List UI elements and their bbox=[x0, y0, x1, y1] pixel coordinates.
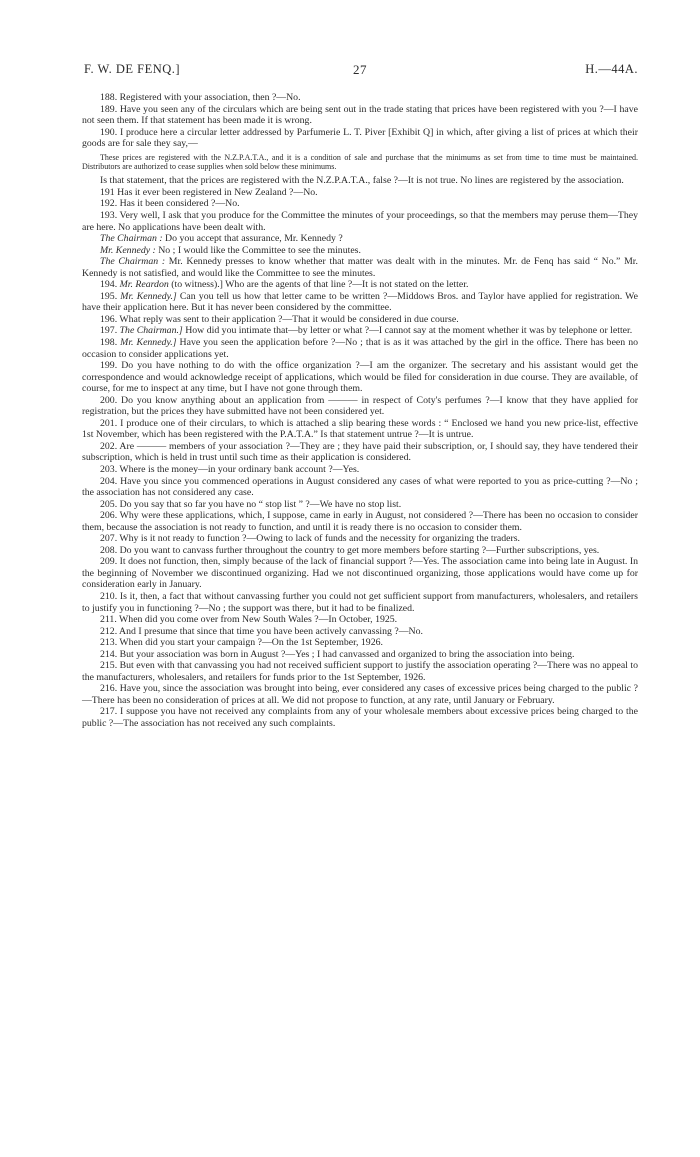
paragraph-text: Can you tell us how that letter came to be written ?—Middows Bros. and Taylor have applied for registration. We have their application here. But it has never been considered by the committee. bbox=[82, 290, 638, 314]
paragraph-text: 191 Has it ever been registered in New Zealand ?—No. bbox=[100, 186, 318, 198]
evidence-paragraph bbox=[82, 104, 638, 127]
paragraph-text: 193. Very well, I ask that you produce for the Committee the minutes of your proceedings, so that the members may peruse them—They are here. No applications have been dealt with. bbox=[82, 209, 638, 233]
paragraph-text: 192. Has it been considered ?—No. bbox=[100, 198, 240, 210]
question-number: 195. bbox=[100, 290, 121, 302]
paragraph-text: (to witness).] Who are the agents of that line ?—It is not stated on the letter. bbox=[168, 279, 469, 291]
page-header bbox=[82, 62, 638, 84]
paragraph-text: Mr. Kennedy presses to know whether that matter was dealt with in the minutes. Mr. de Fenq has said “ No.” Mr. Kennedy is not satisfied, and would like the Committee to see the minutes. bbox=[82, 256, 638, 279]
paragraph-text: 215. But even with that canvassing you had not received sufficient support to justify the association operating ?—There was no appeal to the manufacturers, wholesalers, and retailers for funds prior to the 1st September, 1926. bbox=[82, 660, 638, 683]
paragraph-text: 200. Do you know anything about an application from ——— in respect of Coty's perfumes ?—I know that they have applied for registration, but the prices they have submitted have not been considered yet. bbox=[82, 394, 638, 418]
evidence-paragraph bbox=[82, 291, 638, 314]
evidence-paragraph bbox=[82, 476, 638, 499]
paragraph-text: 196. What reply was sent to their application ?—That it would be considered in due course. bbox=[100, 313, 459, 325]
speaker-name: Mr. Reardon bbox=[119, 279, 169, 291]
evidence-paragraph bbox=[82, 499, 638, 511]
evidence-body bbox=[82, 92, 638, 730]
evidence-paragraph bbox=[82, 360, 638, 395]
quoted-exhibit-text bbox=[82, 153, 638, 172]
paragraph-text: 207. Why is it not ready to function ?—Owing to lack of funds and the necessity for organizing the traders. bbox=[100, 533, 520, 545]
speaker-name: Mr. Kennedy : bbox=[100, 244, 156, 256]
evidence-paragraph bbox=[82, 325, 638, 337]
paragraph-text: Have you seen the application before ?—No ; that is as it was attached by the girl in the office. There has been no occasion to consider applications yet. bbox=[82, 336, 638, 360]
evidence-paragraph bbox=[82, 591, 638, 614]
document-reference: H.—44A. bbox=[585, 62, 638, 76]
evidence-paragraph bbox=[82, 614, 638, 626]
evidence-paragraph bbox=[82, 545, 638, 557]
evidence-paragraph bbox=[82, 187, 638, 199]
page-number: 27 bbox=[353, 62, 367, 77]
evidence-paragraph bbox=[82, 626, 638, 638]
paragraph-text: No ; I would like the Committee to see the minutes. bbox=[155, 244, 361, 256]
paragraph-text: 211. When did you come over from New South Wales ?—In October, 1925. bbox=[100, 614, 398, 626]
evidence-paragraph bbox=[82, 198, 638, 210]
evidence-paragraph bbox=[82, 210, 638, 233]
question-number: 194. bbox=[100, 279, 120, 291]
evidence-paragraph bbox=[82, 441, 638, 464]
paragraph-text: 188. Registered with your association, then ?—No. bbox=[100, 92, 301, 103]
evidence-paragraph bbox=[82, 127, 638, 150]
witness-header: F. W. DE FENQ.] bbox=[84, 62, 181, 76]
paragraph-text: 199. Do you have nothing to do with the office organization ?—I am the organizer. The secretary and his assistant would get the correspondence and would acknowledge receipt of applications, which would be filed for consideration in due course. They are available, of course, for me to inspect at any time, but I have not gone through them. bbox=[82, 360, 638, 395]
evidence-paragraph bbox=[82, 510, 638, 533]
evidence-paragraph bbox=[82, 175, 638, 187]
evidence-paragraph bbox=[82, 464, 638, 476]
paragraph-text: 209. It does not function, then, simply because of the lack of financial support ?—Yes. The association came into being late in August. In the beginning of November we discontinued organizing. Had we not discontinued organizing, those applications would have come up for consideration early in January. bbox=[82, 556, 638, 591]
paragraph-text: 201. I produce one of their circulars, to which is attached a slip bearing these words : “ Enclosed we hand you new price-list, effective 1st November, which has been registered with the P.A.T.A.” Is that statement untrue ?—It is untrue. bbox=[82, 417, 638, 441]
paragraph-text: 203. Where is the money—in your ordinary bank account ?—Yes. bbox=[100, 464, 360, 475]
paragraph-text: 189. Have you seen any of the circulars which are being sent out in the trade stating that prices have been registered with you ?—I have not seen them. If that statement has been made it is wrong. bbox=[82, 103, 638, 127]
speaker-name: The Chairman : bbox=[100, 256, 166, 268]
evidence-paragraph bbox=[82, 245, 638, 257]
evidence-paragraph bbox=[82, 233, 638, 245]
paragraph-text: 205. Do you say that so far you have no “ stop list ” ?—We have no stop list. bbox=[100, 498, 402, 510]
evidence-paragraph bbox=[82, 649, 638, 661]
speaker-name: The Chairman : bbox=[100, 233, 163, 245]
paragraph-text: 214. But your association was born in August ?—Yes ; I had canvassed and organized to bring the association into being. bbox=[100, 648, 575, 660]
evidence-paragraph bbox=[82, 395, 638, 418]
evidence-paragraph bbox=[82, 337, 638, 360]
evidence-paragraph bbox=[82, 683, 638, 706]
paragraph-text: 213. When did you start your campaign ?—On the 1st September, 1926. bbox=[100, 637, 383, 649]
evidence-paragraph bbox=[82, 706, 638, 729]
evidence-paragraph bbox=[82, 556, 638, 591]
paragraph-text: 204. Have you since you commenced operations in August considered any cases of what were reported to you as price-cutting ?—No ; the association has not considered any case. bbox=[82, 475, 638, 499]
document-page bbox=[82, 62, 638, 730]
question-number: 198. bbox=[100, 336, 121, 348]
evidence-paragraph bbox=[82, 256, 638, 279]
evidence-paragraph bbox=[82, 533, 638, 545]
speaker-name: The Chairman.] bbox=[119, 325, 183, 337]
evidence-paragraph bbox=[82, 660, 638, 683]
paragraph-text: How did you intimate that—by letter or what ?—I cannot say at the moment whether it was by telephone or letter. bbox=[182, 325, 633, 337]
evidence-paragraph bbox=[82, 637, 638, 649]
paragraph-text: 217. I suppose you have not received any complaints from any of your wholesale members about excessive prices being charged to the public ?—The association has not received any such complaints. bbox=[82, 706, 638, 730]
paragraph-text: Do you accept that assurance, Mr. Kennedy ? bbox=[162, 233, 343, 245]
speaker-name: Mr. Kennedy.] bbox=[120, 290, 177, 302]
evidence-paragraph bbox=[82, 418, 638, 441]
speaker-name: Mr. Kennedy.] bbox=[120, 336, 177, 348]
paragraph-text: 206. Why were these applications, which, I suppose, came in early in August, not considered ?—There has been no occasion to consider them, because the association is not ready to function, and until it is ready there is no occasion to consider them. bbox=[82, 510, 638, 533]
paragraph-text: 208. Do you want to canvass further throughout the country to get more members before starting ?—Further subscriptions, yes. bbox=[100, 544, 600, 556]
paragraph-text: These prices are registered with the N.Z.P.A.T.A., and it is a condition of sale and purchase that the minimums as set from time to time must be maintained. Distributors are authorized to cease supplies when sold below these minimums. bbox=[82, 152, 638, 172]
evidence-paragraph bbox=[82, 314, 638, 326]
evidence-paragraph bbox=[82, 279, 638, 291]
paragraph-text: 216. Have you, since the association was brought into being, ever considered any cases of excessive prices being charged to the public ?—There has been no consideration of prices at all. We did not propose to function, at any rate, until January or February. bbox=[82, 683, 638, 706]
paragraph-text: 190. I produce here a circular letter addressed by Parfumerie L. T. Piver [Exhibit Q] in which, after giving a list of prices at which their goods are for sale they say,— bbox=[82, 126, 638, 150]
evidence-paragraph bbox=[82, 92, 638, 104]
paragraph-text: 212. And I presume that since that time you have been actively canvassing ?—No. bbox=[100, 625, 423, 637]
question-number: 197. bbox=[100, 325, 120, 337]
paragraph-text: 202. Are ——— members of your association ?—They are ; they have paid their subscription, or, I should say, they have tendered their subscription, which is held in trust until such time as their application is considered. bbox=[82, 440, 638, 464]
paragraph-text: Is that statement, that the prices are registered with the N.Z.P.A.T.A., false ?—It is not true. No lines are registered by the association. bbox=[100, 175, 624, 187]
paragraph-text: 210. Is it, then, a fact that without canvassing further you could not get sufficient support from manufacturers, wholesalers, and retailers to justify you in functioning ?—No ; the support was there, but it had to be finalized. bbox=[82, 591, 638, 614]
